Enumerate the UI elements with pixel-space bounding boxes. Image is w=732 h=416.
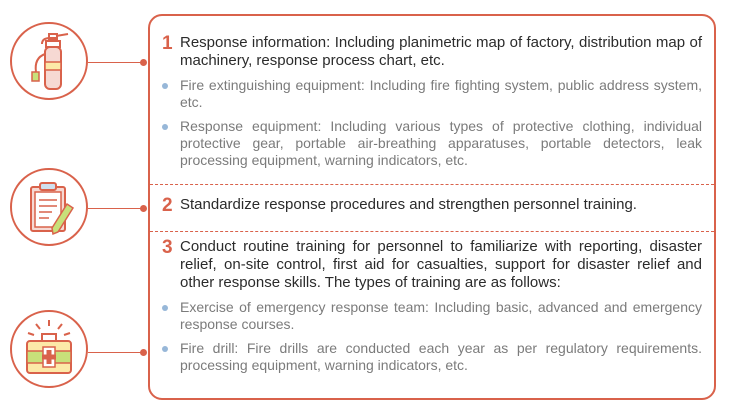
first-aid-kit-icon xyxy=(12,312,86,386)
section-heading-text: Standardize response procedures and strengthen personnel training. xyxy=(180,196,637,213)
bullet-text: Fire extinguishing equipment: Including fire fighting system, public address system, etc. xyxy=(180,77,702,110)
bullet-item xyxy=(162,299,702,333)
section-heading-text: Response information: Including planimetric map of factory, distribution map of machinery, response process chart, etc. xyxy=(180,34,702,69)
content-panel xyxy=(148,14,716,400)
section-heading xyxy=(162,238,702,292)
clipboard-pencil-icon xyxy=(12,170,86,244)
bullet-text: Response equipment: Including various types of protective clothing, individual protective gear, portable air-breathing apparatuses, portable detectors, leak processing equipment, warning indicators, etc. xyxy=(180,118,702,168)
bullet-dot xyxy=(162,124,168,130)
icon-circle-1 xyxy=(10,22,88,100)
section-divider xyxy=(150,184,714,185)
bullet-dot xyxy=(162,83,168,89)
icon-circle-2 xyxy=(10,168,88,246)
bullet-dot xyxy=(162,305,168,311)
connector-dot xyxy=(140,349,147,356)
fire-extinguisher-icon xyxy=(12,24,86,98)
section-number: 3 xyxy=(162,237,173,258)
bullet-text: Fire drill: Fire drills are conducted each year as per regulatory requirements. processing equipment, warning indicators, etc. xyxy=(180,340,702,373)
section-number: 2 xyxy=(162,195,173,216)
bullet-text: Exercise of emergency response team: Including basic, advanced and emergency response courses. xyxy=(180,299,702,332)
section-3 xyxy=(162,238,702,374)
section-1 xyxy=(162,34,702,169)
bullet-item xyxy=(162,340,702,374)
bullet-item xyxy=(162,118,702,169)
bullet-item xyxy=(162,77,702,111)
bullet-dot xyxy=(162,346,168,352)
section-divider xyxy=(150,231,714,232)
section-heading xyxy=(162,196,702,216)
connector-line-2 xyxy=(88,208,144,209)
connector-line-1 xyxy=(88,62,144,63)
section-heading xyxy=(162,34,702,70)
section-heading-text: Conduct routine training for personnel to familiarize with reporting, disaster relief, on-site control, first aid for casualties, support for disaster relief and other response skills. The types of training are as follows: xyxy=(180,238,702,291)
connector-dot xyxy=(140,205,147,212)
section-number: 1 xyxy=(162,33,173,54)
connector-dot xyxy=(140,59,147,66)
icon-circle-3 xyxy=(10,310,88,388)
section-2 xyxy=(162,196,702,216)
connector-line-3 xyxy=(88,352,144,353)
